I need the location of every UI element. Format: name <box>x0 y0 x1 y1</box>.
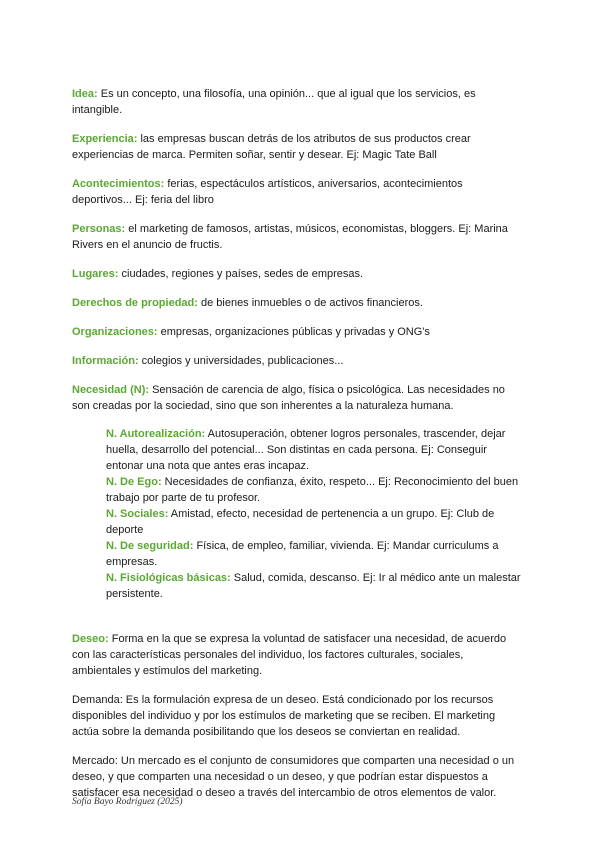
paragraph-organizaciones <box>72 324 522 340</box>
term-informacion: Información: <box>72 355 139 367</box>
paragraph-idea <box>72 86 522 118</box>
term-fisiologicas: N. Fisiológicas básicas: <box>106 572 231 584</box>
need-fisiologicas <box>106 570 522 602</box>
needs-list <box>106 426 522 602</box>
text-necesidad: Sensación de carencia de algo, física o psicológica. Las necesidades no son creadas por la sociedad, sino que son inherentes a la naturaleza humana. <box>72 384 505 412</box>
need-sociales <box>106 506 522 538</box>
term-acontecimientos: Acontecimientos: <box>72 178 165 190</box>
term-sociales: N. Sociales: <box>106 508 169 520</box>
text-autorealizacion: Autosuperación, obtener logros personales, trascender, dejar huella, desarrollo del potencial... Son distintas en cada persona. Ej: Conseguir entonar una nota que antes eras incapaz. <box>106 428 506 472</box>
need-seguridad <box>106 538 522 570</box>
footer-author: Sofía Bayo Rodríguez (2025) <box>72 797 183 807</box>
paragraph-lugares <box>72 266 522 282</box>
text-experiencia: las empresas buscan detrás de los atributos de sus productos crear experiencias de marca. Permiten soñar, sentir y desear. Ej: Magic Tate Ball <box>72 133 471 161</box>
document-body <box>72 86 522 801</box>
text-deseo: Forma en la que se expresa la voluntad de satisfacer una necesidad, de acuerdo con las características personales del individuo, los factores culturales, sociales, ambientales y estímulos del marketing. <box>72 633 507 677</box>
text-informacion: colegios y universidades, publicaciones... <box>138 355 344 367</box>
term-autorealizacion: N. Autorealización: <box>106 428 206 440</box>
term-necesidad: Necesidad (N): <box>72 384 150 396</box>
term-lugares: Lugares: <box>72 268 119 280</box>
term-experiencia: Experiencia: <box>72 133 138 145</box>
need-ego <box>106 474 522 506</box>
text-personas: el marketing de famosos, artistas, músicos, economistas, bloggers. Ej: Marina Rivers en el anuncio de fructis. <box>72 223 508 251</box>
text-derechos: de bienes inmuebles o de activos financieros. <box>197 297 423 309</box>
term-personas: Personas: <box>72 223 126 235</box>
paragraph-derechos <box>72 295 522 311</box>
paragraph-acontecimientos <box>72 176 522 208</box>
text-sociales: Amistad, efecto, necesidad de pertenencia a un grupo. Ej: Club de deporte <box>106 508 495 536</box>
paragraph-informacion <box>72 353 522 369</box>
text-lugares: ciudades, regiones y países, sedes de empresas. <box>118 268 364 280</box>
term-derechos: Derechos de propiedad: <box>72 297 198 309</box>
text-acontecimientos: ferias, espectáculos artísticos, aniversarios, acontecimientos deportivos... Ej: feria del libro <box>72 178 463 206</box>
paragraph-necesidad <box>72 382 522 414</box>
paragraph-personas <box>72 221 522 253</box>
need-autorealizacion <box>106 426 522 474</box>
paragraph-experiencia <box>72 131 522 163</box>
term-seguridad: N. De seguridad: <box>106 540 194 552</box>
term-deseo: Deseo: <box>72 633 109 645</box>
term-ego: N. De Ego: <box>106 476 162 488</box>
text-ego: Necesidades de confianza, éxito, respeto... Ej: Reconocimiento del buen trabajo por parte de tu profesor. <box>106 476 519 504</box>
text-seguridad: Física, de empleo, familiar, vivienda. Ej: Mandar curriculums a empresas. <box>106 540 499 568</box>
paragraph-deseo <box>72 631 522 679</box>
term-organizaciones: Organizaciones: <box>72 326 158 338</box>
text-fisiologicas: Salud, comida, descanso. Ej: Ir al médico ante un malestar persistente. <box>106 572 521 600</box>
term-idea: Idea: <box>72 88 98 100</box>
paragraph-mercado: Mercado: Un mercado es el conjunto de consumidores que comparten una necesidad o un deseo, y que comparten una necesidad o un deseo, y que podrían estar dispuestos a satisfacer esa necesidad o deseo a través del intercambio de otros elementos de valor. <box>72 755 515 799</box>
text-organizaciones: empresas, organizaciones públicas y privadas y ONG's <box>157 326 430 338</box>
text-idea: Es un concepto, una filosofía, una opinión... que al igual que los servicios, es intangible. <box>72 88 476 116</box>
paragraph-demanda: Demanda: Es la formulación expresa de un deseo. Está condicionado por los recursos disponibles del individuo y por los estímulos de marketing que se reciben. El marketing actúa sobre la demanda posibilitando que los deseos se conviertan en realidad. <box>72 694 496 738</box>
